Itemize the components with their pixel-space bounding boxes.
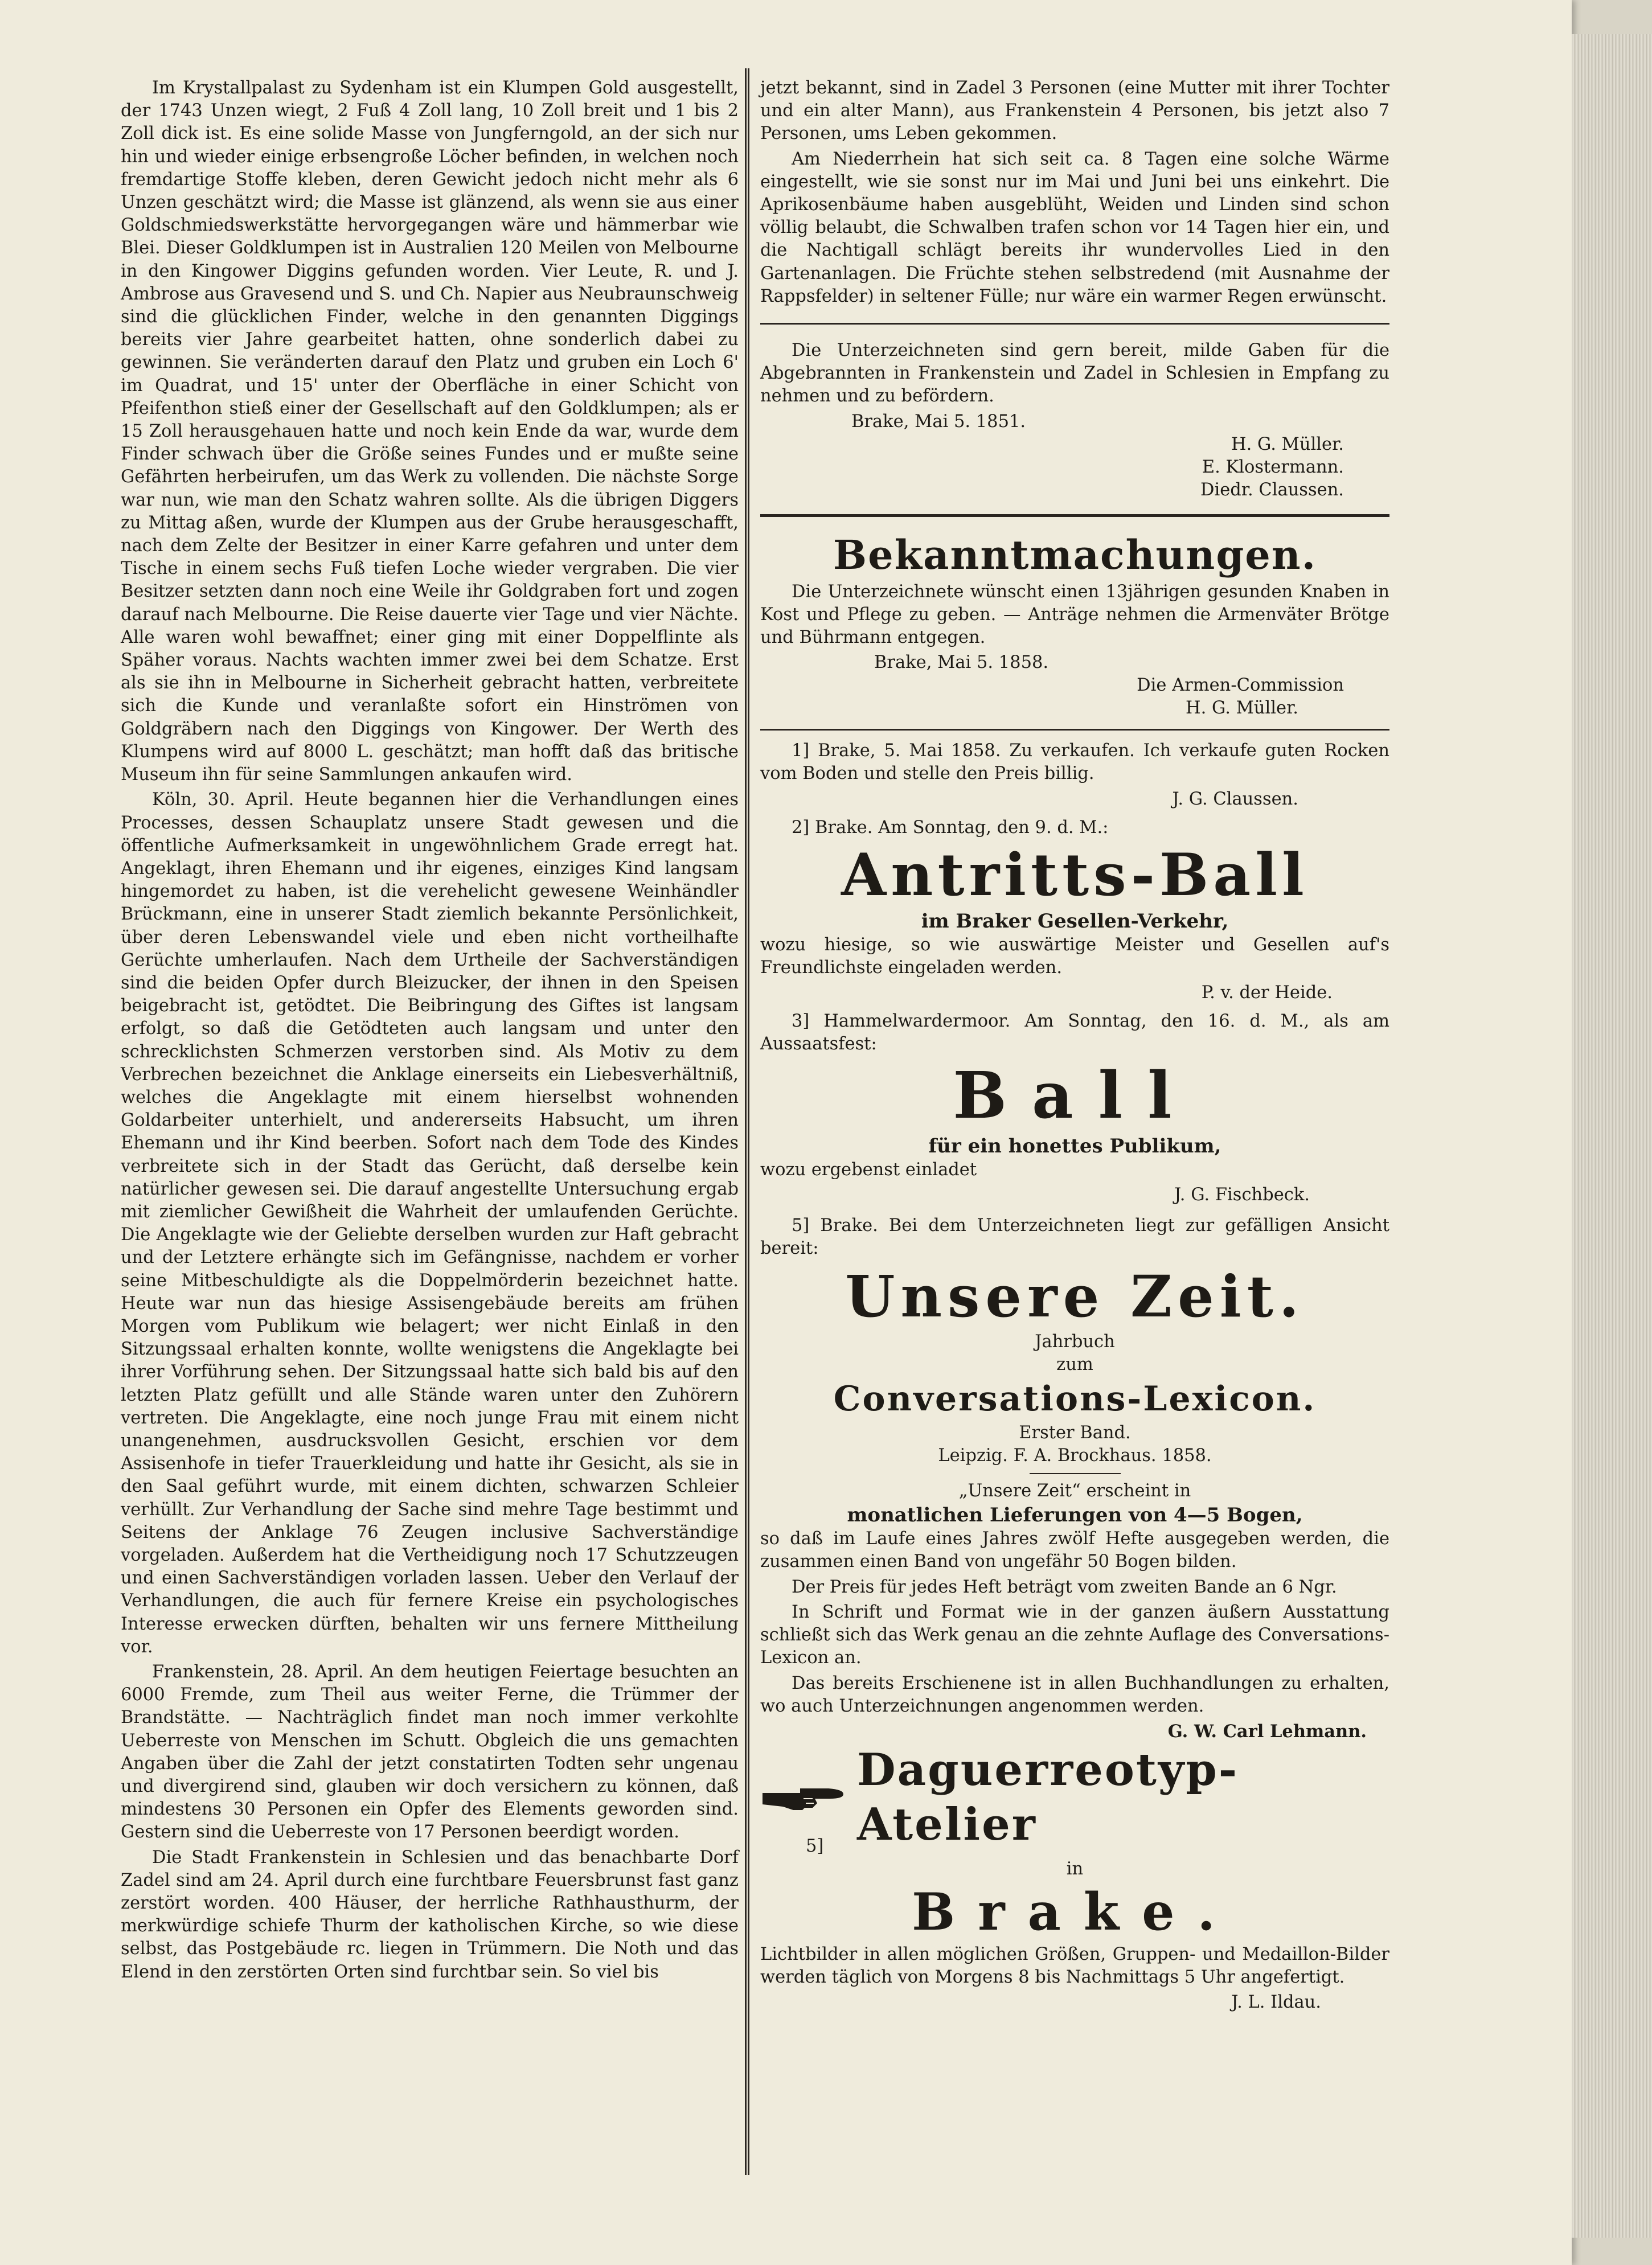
ad-daguerreotyp-title: Daguerreotyp-Atelier xyxy=(857,1743,1239,1850)
ad-lexicon-title: Conversations-Lexicon. xyxy=(833,1379,1317,1419)
ad-book-intro: 5] Brake. Bei dem Unterzeichneten liegt zur gefälligen Ansicht bereit: xyxy=(760,1215,1389,1259)
ad-ball-subtitle: im Braker Gesellen-Verkehr, xyxy=(921,909,1229,933)
ad-antritts-ball-title: Antritts-Ball xyxy=(841,840,1309,909)
armen-signer: H. G. Müller. xyxy=(1185,698,1298,719)
ad-in: in xyxy=(1066,1858,1084,1879)
donation-signer: Diedr. Claussen. xyxy=(1200,479,1344,500)
divider xyxy=(760,323,1389,325)
armen-notice: Die Unterzeichnete wünscht einen 13jährigen gesunden Knaben in Kost und Pflege zu geben. — Anträge nehmen die Armenväter Brötge und Bührmann entgegen. xyxy=(760,581,1389,648)
divider xyxy=(1030,1473,1121,1474)
article-frankenstein: Frankenstein, 28. April. An dem heutigen Feiertage besuchten an 6000 Fremde, zum Theil aus weiter Ferne, die Trümmer der Brandstätte. — Nachträglich findet man noch immer verkohlte Ueberreste von Menschen im Schutt. Obgleich die uns gemachten Angaben über die Zahl der jetzt constatirten Todten sehr ungenau und divergirend sind, glauben wir doch versichern zu können, daß mindestens 30 Personen ein Opfer des Elements geworden sind. Gestern sind die Ueberreste von 17 Personen beerdigt worden. xyxy=(121,1662,739,1843)
armen-signer: Die Armen-Commission xyxy=(1137,675,1344,696)
ad-price: Der Preis für jedes Heft beträgt vom zweiten Bande an 6 Ngr. xyxy=(792,1577,1337,1597)
ad-available: Das bereits Erschienene ist in allen Buchhandlungen zu erhalten, wo auch Unterzeichnungen angenommen werden. xyxy=(760,1673,1389,1716)
article-gold-nugget: Im Krystallpalast zu Sydenham ist ein Klumpen Gold ausgestellt, der 1743 Unzen wiegt, 2 Fuß 4 Zoll lang, 10 Zoll breit und 1 bis 2 Zoll dick ist. Es eine solide Masse von Jungferngold, an der sich nur hin und wieder einige erbsengroße Löcher befinden, in welchen noch fremdartige Stoffe kleben, deren Gewicht jedoch nicht mehr als 6 Unzen geschätzt wird; die Masse ist glänzend, als wenn sie aus einer Goldschmiedswerkstätte hervorgegangen wäre und hämmerbar wie Blei. Dieser Goldklumpen ist in Australien 120 Meilen von Melbourne in den Kingower Diggins gefunden worden. Vier Leute, R. und J. Ambrose aus Gravesend und S. und Ch. Napier aus Neubraunschweig sind die glücklichen Finder, welche in den genannten Diggings bereits vier Jahre gearbeitet hatten, ohne sonderlich dabei zu gewinnen. Sie veränderten darauf den Platz und gruben ein Loch 6' im Quadrat, und 15' unter der Oberfläche in einer Schicht von Pfeifenthon stieß einer der Gesellschaft auf den Goldklumpen; als er 15 Zoll herausgehauen hatte und noch kein Ende da war, wurde dem Finder schwach über die Größe seines Fundes und er mußte seine Gefährten herbeirufen, um das Werk zu vollenden. Die nächste Sorge war nun, wie man den Schatz wahren sollte. Als die übrigen Diggers zu Mittag aßen, wurde der Klumpen aus der Grube herausgeschafft, nach dem Zelte der Besitzer in einer Karre gefahren und unter dem Tische in einem sechs Fuß tiefen Loche wieder vergraben. Die vier Besitzer setzten dann noch eine Weile ihr Goldgraben fort und zogen darauf nach Melbourne. Die Reise dauerte vier Tage und vier Nächte. Alle waren wohl bewaffnet; einer ging mit einer Doppelflinte als Späher voraus. Nachts wachten immer zwei bei dem Schatze. Erst als sie ihn in Melbourne in Sicherheit gebracht hatten, verbreitete sich die Kunde und veranlaßte sofort ein Hinströmen von Goldgräbern nach den Diggings von Kingower. Der Werth des Klumpens wird auf 8000 L. geschätzt; man hofft daß das britische Museum ihn für seine Sammlungen ankaufen wird. xyxy=(121,78,739,785)
article-niederrhein: Am Niederrhein hat sich seit ca. 8 Tagen eine solche Wärme eingestellt, wie sie sonst nur im Mai und Juni bei uns einkehrt. Die Aprikosenbäume haben ausgeblüht, Weiden und Linden sind schon völlig belaubt, die Schwalben trafen schon vor 14 Tagen hier ein, und die Nachtigall schlägt bereits ihr wundervolles Lied in den Gartenanlagen. Die Früchte stehen selbstredend (mit Ausnahme der Rappsfelder) in seltener Fülle; nur wäre ein warmer Regen erwünscht. xyxy=(760,149,1389,306)
ad-appears: „Unsere Zeit“ erscheint in xyxy=(958,1481,1191,1501)
ad-body: so daß im Laufe eines Jahres zwölf Hefte ausgegeben werden, die zusammen einen Band von ungefähr 50 Bogen bilden. xyxy=(760,1529,1389,1572)
ad-publisher: Leipzig. F. A. Brockhaus. 1858. xyxy=(938,1446,1212,1466)
armen-date: Brake, Mai 5. 1858. xyxy=(874,653,1049,673)
column-divider xyxy=(745,68,749,2175)
ad-zum: zum xyxy=(1056,1355,1093,1375)
ad-ball-intro: 2] Brake. Am Sonntag, den 9. d. M.: xyxy=(792,817,1109,838)
ad-band: Erster Band. xyxy=(1019,1423,1131,1443)
donation-notice: Die Unterzeichneten sind gern bereit, milde Gaben für die Abgebrannten in Frankenstein und Zadel in Schlesien in Empfang zu nehmen und zu befördern. xyxy=(760,340,1389,407)
ad-signer: J. G. Claussen. xyxy=(1172,789,1298,809)
ad-unsere-zeit-title: Unsere Zeit. xyxy=(845,1263,1305,1331)
ad-format: In Schrift und Format wie in der ganzen äußern Ausstattung schließt sich das Werk genau an die zehnte Auflage des Conversations-Lexicon an. xyxy=(760,1602,1389,1668)
ad-ball-title: Ball xyxy=(953,1058,1197,1133)
ad-signer: G. W. Carl Lehmann. xyxy=(1167,1721,1367,1742)
ad-number: 5] xyxy=(806,1836,824,1856)
article-continuation: jetzt bekannt, sind in Zadel 3 Personen (eine Mutter mit ihrer Tochter und ein alter Mann), aus Frankenstein 4 Personen, bis jetzt also 7 Personen, ums Leben gekommen. xyxy=(760,78,1389,144)
announcements-heading: Bekanntmachungen. xyxy=(833,531,1317,578)
pointing-hand-icon xyxy=(760,1782,846,1813)
donation-signer: H. G. Müller. xyxy=(1231,434,1344,454)
left-column xyxy=(121,77,739,1986)
ad-ball2-subtitle: für ein honettes Publikum, xyxy=(928,1134,1221,1158)
article-koeln-trial: Köln, 30. April. Heute begannen hier die Verhandlungen eines Processes, dessen Schauplatz unsere Stadt gewesen und die öffentliche Aufmerksamkeit in ungewöhnlichem Grade erregt hat. Angeklagt, ihren Ehemann und ihr eigenes, einziges Kind langsam hingemordet zu haben, ist die verehelicht gewesene Weinhändler Brückmann, eine in unserer Stadt ziemlich bekannte Persönlichkeit, über deren Lebenswandel viele und eben nicht vortheilhafte Gerüchte umherlaufen. Nach dem Urtheile der Sachverständigen sind die beiden Opfer durch Bleizucker, der ihnen in den Speisen beigebracht ist, getödtet. Die Beibringung des Giftes ist langsam erfolgt, so daß die Getödteten auch langsam und unter den schrecklichsten Schmerzen verstorben sind. Als Motiv zu dem Verbrechen bezeichnet die Anklage einerseits ein Liebesverhältniß, welches die Angeklagte mit einem hierselbst wohnenden Goldarbeiter unterhielt, und andererseits Habsucht, um ihren Ehemann und ihr Kind beerben. Sofort nach dem Tode des Kindes verbreitete sich in der Stadt das Gerücht, daß derselbe kein natürlicher gewesen sei. Die darauf angestellte Untersuchung ergab mit ziemlicher Gewißheit die Wahrheit der umlaufenden Gerüchte. Die Angeklagte wie der Geliebte derselben wurden zur Haft gebracht und der Letztere erhängte sich im Gefängnisse, nachdem er vorher seine Mitbeschuldigte als die Doppelmörderin bezeichnet hatte. Heute war nun das hiesige Assisengebäude bereits am frühen Morgen vom Publikum wie belagert; wer nicht Einlaß in den Sitzungssaal erhalten konnte, wollte wenigstens die Angeklagte bei ihrer Vorführung sehen. Der Sitzungssaal hatte sich bald bis auf den letzten Platz gefüllt und alle Stände waren unter den Zuhörern vertreten. Die Angeklagte, eine noch junge Frau mit einem nicht unangenehmen, ausdrucksvollen Gesicht, erschien vor dem Assisenhofe in tiefer Trauerkleidung und hatte ihr Gesicht, als sie in den Saal geführt wurde, mit einem dichten, schwarzen Schleier verhüllt. Zur Verhandlung der Sache sind mehre Tage bestimmt und Seitens der Anklage 76 Zeugen inclusive Sachverständige vorgeladen. Außerdem hat die Vertheidigung noch 17 Schutzzeugen und einen Sachverständigen vorladen lassen. Ueber den Verlauf der Verhandlungen, die auch für fernere Kreise ein psychologisches Interesse erwecken dürften, behalten wir uns fernere Mittheilung vor. xyxy=(121,790,739,1657)
right-column xyxy=(760,77,1389,2014)
divider xyxy=(760,729,1389,731)
donation-signer: E. Klostermann. xyxy=(1202,457,1344,477)
ad-signer: P. v. der Heide. xyxy=(1201,983,1333,1003)
ad-ball2-text: wozu ergebenst einladet xyxy=(760,1159,977,1180)
article-frankenstein-fire: Die Stadt Frankenstein in Schlesien und das benachbarte Dorf Zadel sind am 24. April durch eine furchtbare Feuersbrunst fast ganz zerstört worden. 400 Häuser, der herrliche Rathhausthurm, der merkwürdige schiefe Thurm der katholischen Kirche, so wie diese selbst, das Postgebäude rc. liegen in Trümmern. Die Noth und das Elend in den zerstörten Orten sind furchtbar sein. So viel bis xyxy=(121,1847,739,1982)
ad-ball2-intro: 3] Hammelwardermoor. Am Sonntag, den 16. d. M., als am Aussaatsfest: xyxy=(760,1011,1389,1054)
ad-daguerreotyp-text: Lichtbilder in allen möglichen Größen, Gruppen- und Medaillon-Bilder werden täglich von Morgens 8 bis Nachmittags 5 Uhr angefertigt. xyxy=(760,1944,1389,1988)
ad-signer: J. L. Ildau. xyxy=(1231,1992,1321,2013)
divider xyxy=(760,514,1389,517)
ad-zu-verkaufen: 1] Brake, 5. Mai 1858. Zu verkaufen. Ich verkaufe guten Rocken vom Boden und stelle den Preis billig. xyxy=(760,741,1389,784)
ad-ball-text: wozu hiesige, so wie auswärtige Meister und Gesellen auf's Freundlichste eingeladen werden. xyxy=(760,934,1389,978)
ad-signer: J. G. Fischbeck. xyxy=(1174,1184,1310,1205)
book-page-edges xyxy=(1572,34,1652,2238)
ad-brake-title: Brake. xyxy=(912,1881,1238,1942)
ad-lieferungen: monatlichen Lieferungen von 4—5 Bogen, xyxy=(847,1504,1303,1527)
ad-jahrbuch: Jahrbuch xyxy=(1035,1332,1115,1352)
donation-place-date: Brake, Mai 5. 1851. xyxy=(851,411,1026,432)
